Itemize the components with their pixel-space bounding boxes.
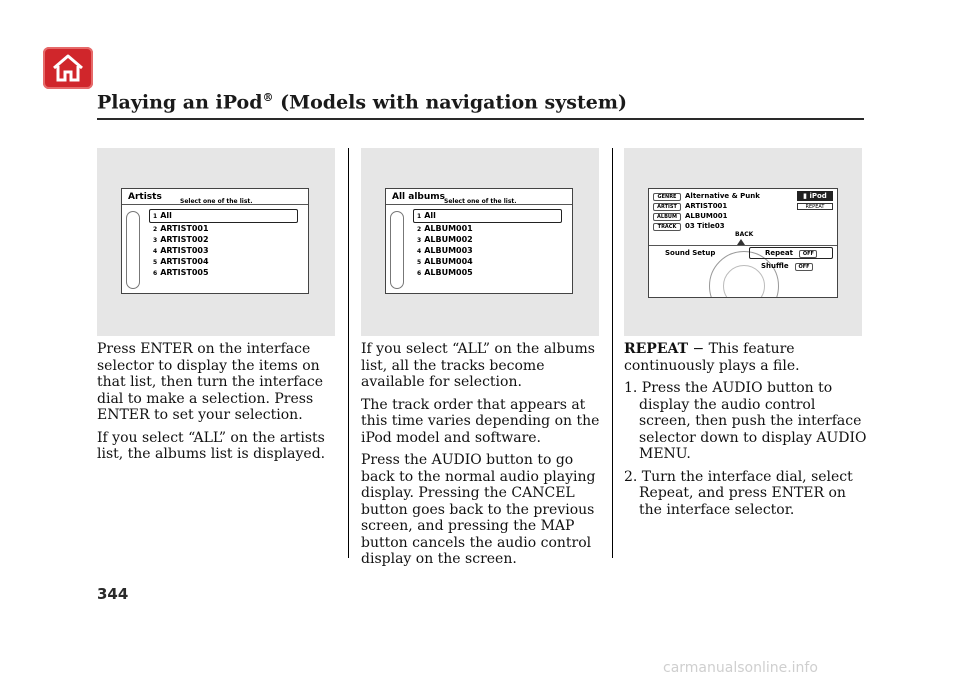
back-label[interactable]: BACK — [735, 231, 754, 238]
list-item[interactable]: 4 ARTIST003 — [153, 246, 209, 255]
album-tag: ALBUM — [653, 213, 681, 221]
screen-title: All albums — [392, 192, 446, 202]
list-item[interactable]: 3 ALBUM002 — [417, 235, 473, 244]
paragraph: REPEAT − This feature continuously plays a file. — [624, 341, 800, 374]
shuffle-state: OFF — [795, 263, 813, 271]
paragraph: Press ENTER on the interface selector to display the items on that list, then turn the interface dial to make a selection. Press ENTER to set your selection. — [97, 341, 324, 423]
list-item[interactable]: 1 All — [153, 211, 172, 220]
screen-subtitle: Select one of the list. — [180, 198, 253, 205]
paragraph: If you select “ALL” on the albums list, all the tracks become available for selection. — [361, 341, 595, 390]
screen-title: Artists — [128, 192, 162, 202]
figure-artists-screen — [97, 148, 335, 336]
repeat-heading: REPEAT — [624, 341, 689, 357]
home-icon — [49, 51, 87, 85]
column-divider — [612, 148, 613, 558]
artists-screen — [121, 188, 309, 294]
genre-tag: GENRE — [653, 193, 681, 201]
column-2-text — [361, 341, 607, 574]
column-1-text — [97, 341, 343, 469]
figure-albums-screen — [361, 148, 599, 336]
track-value: 03 Title03 — [685, 222, 725, 230]
list-item[interactable]: 2 ALBUM001 — [417, 224, 473, 233]
list-item[interactable]: 5 ALBUM004 — [417, 257, 473, 266]
list-item[interactable]: 4 ALBUM003 — [417, 246, 473, 255]
list-item[interactable]: 1 All — [417, 211, 436, 220]
list-item[interactable]: 6 ALBUM005 — [417, 268, 473, 277]
page-number: 344 — [97, 585, 129, 603]
list-item[interactable]: 3 ARTIST002 — [153, 235, 209, 244]
albums-screen — [385, 188, 573, 294]
step-2: 2. Turn the interface dial, select Repeat, and press ENTER on the interface selector. — [624, 468, 853, 518]
ipod-icon: ▮ — [803, 192, 810, 200]
list-item[interactable]: 2 ARTIST001 — [153, 224, 209, 233]
repeat-item[interactable]: Repeat OFF — [765, 249, 821, 258]
screen-subtitle: Select one of the list. — [444, 198, 517, 205]
shuffle-item[interactable]: Shuffle OFF — [761, 262, 817, 271]
column-divider — [348, 148, 349, 558]
column-3-text — [624, 341, 870, 524]
audio-screen — [648, 188, 838, 298]
artist-value: ARTIST001 — [685, 202, 728, 210]
list-item[interactable]: 5 ARTIST004 — [153, 257, 209, 266]
home-button[interactable] — [43, 47, 93, 89]
source-badge: ▮ iPod — [797, 191, 833, 201]
paragraph: Press the AUDIO button to go back to the normal audio playing display. Pressing the CANCEL button goes back to the previous screen, and pressing the MAP button cancels the audio control display on the screen. — [361, 452, 596, 567]
artist-tag: ARTIST — [653, 203, 681, 211]
album-value: ALBUM001 — [685, 212, 728, 220]
repeat-badge: REPEAT — [797, 203, 833, 210]
page-title: Playing an iPod® (Models with navigation system) — [97, 91, 627, 114]
step-1: 1. Press the AUDIO button to display the audio control screen, then push the interface selector down to display AUDIO MENU. — [624, 380, 867, 462]
track-tag: TRACK — [653, 223, 681, 231]
sound-setup-item[interactable]: Sound Setup — [665, 249, 716, 257]
repeat-state: OFF — [799, 250, 817, 258]
list-item[interactable]: 6 ARTIST005 — [153, 268, 209, 277]
watermark: carmanualsonline.info — [663, 660, 818, 676]
paragraph: The track order that appears at this time varies depending on the iPod model and software. — [361, 396, 600, 446]
genre-value: Alternative & Punk — [685, 192, 760, 200]
figure-audio-menu-screen — [624, 148, 862, 336]
header-rule — [97, 118, 864, 120]
paragraph: If you select “ALL” on the artists list, the albums list is displayed. — [97, 429, 326, 462]
